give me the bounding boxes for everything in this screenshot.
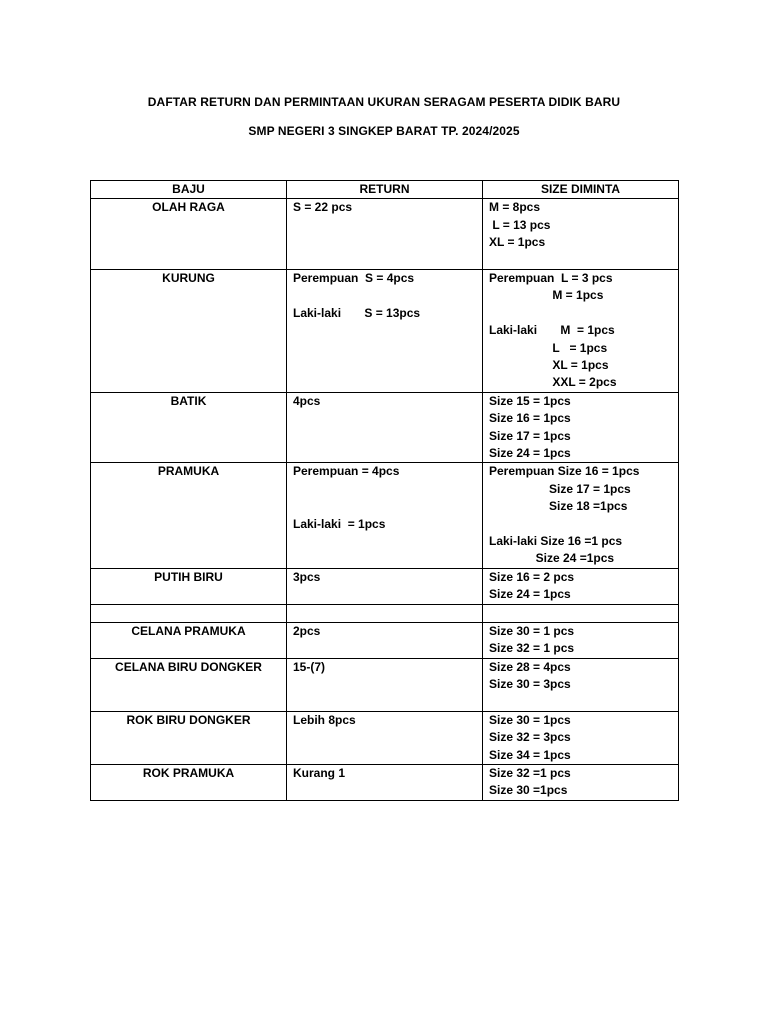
size-cell bbox=[483, 199, 679, 270]
return-line bbox=[293, 533, 476, 550]
size-line: XXL = 2pcs bbox=[489, 375, 617, 390]
size-line: Size 16 = 1pcs bbox=[489, 411, 571, 426]
return-line bbox=[293, 252, 476, 269]
table-header-row bbox=[91, 181, 679, 199]
return-line bbox=[293, 357, 476, 374]
return-cell bbox=[287, 199, 483, 270]
size-line: Size 16 = 2 pcs bbox=[489, 569, 575, 584]
table-row bbox=[91, 270, 679, 393]
return-line bbox=[293, 234, 476, 251]
return-cell bbox=[287, 658, 483, 711]
item-cell: ROK BIRU DONGKER bbox=[91, 711, 287, 764]
size-line: Size 30 = 1 pcs bbox=[489, 623, 575, 638]
size-line: Laki-laki Size 16 =1 pcs bbox=[489, 534, 623, 549]
size-line: Size 32 =1 pcs bbox=[489, 765, 571, 780]
size-line: Size 28 = 4pcs bbox=[489, 659, 571, 674]
size-line bbox=[489, 252, 672, 269]
return-cell bbox=[287, 568, 483, 604]
table-row bbox=[91, 711, 679, 764]
uniform-table bbox=[90, 180, 679, 801]
return-line: Kurang 1 bbox=[293, 765, 346, 780]
size-line: Size 24 =1pcs bbox=[489, 551, 615, 566]
item-cell: OLAH RAGA bbox=[91, 199, 287, 270]
size-line: Size 18 =1pcs bbox=[489, 499, 628, 514]
size-cell bbox=[483, 622, 679, 658]
size-cell bbox=[483, 764, 679, 800]
return-line: 2pcs bbox=[293, 623, 321, 638]
table-row bbox=[91, 568, 679, 604]
table-row bbox=[91, 658, 679, 711]
size-line: Size 17 = 1pcs bbox=[489, 481, 631, 496]
return-line: 4pcs bbox=[293, 393, 321, 408]
size-line: Size 32 = 3pcs bbox=[489, 730, 571, 745]
header-size-diminta: SIZE DIMINTA bbox=[483, 181, 679, 199]
return-line bbox=[293, 287, 476, 304]
spacer-cell bbox=[483, 604, 679, 622]
item-cell: PRAMUKA bbox=[91, 463, 287, 568]
table-row bbox=[91, 764, 679, 800]
table-row bbox=[91, 392, 679, 463]
document-title: DAFTAR RETURN DAN PERMINTAAN UKURAN SERAGAM PESERTA DIDIK BARU bbox=[147, 95, 621, 109]
return-line: Laki-laki S = 13pcs bbox=[293, 305, 421, 320]
size-cell bbox=[483, 270, 679, 393]
table-row bbox=[91, 622, 679, 658]
header-return: RETURN bbox=[287, 181, 483, 199]
return-cell bbox=[287, 764, 483, 800]
return-line: Lebih 8pcs bbox=[293, 712, 356, 727]
size-line: Size 32 = 1 pcs bbox=[489, 641, 575, 656]
size-line: XL = 1pcs bbox=[489, 358, 609, 373]
size-line: Perempuan Size 16 = 1pcs bbox=[489, 464, 640, 479]
size-line: Size 34 = 1pcs bbox=[489, 747, 571, 762]
return-line bbox=[293, 217, 476, 234]
size-line: Size 30 = 3pcs bbox=[489, 676, 571, 691]
size-line: Perempuan L = 3 pcs bbox=[489, 271, 613, 286]
item-cell: PUTIH BIRU bbox=[91, 568, 287, 604]
return-line: S = 22 pcs bbox=[293, 200, 353, 215]
size-line: M = 1pcs bbox=[489, 288, 604, 303]
table-row bbox=[91, 199, 679, 270]
size-line: Size 17 = 1pcs bbox=[489, 428, 571, 443]
size-cell bbox=[483, 658, 679, 711]
return-line bbox=[293, 340, 476, 357]
spacer-cell bbox=[287, 604, 483, 622]
size-line: Size 30 =1pcs bbox=[489, 783, 568, 798]
item-cell: CELANA PRAMUKA bbox=[91, 622, 287, 658]
size-cell bbox=[483, 463, 679, 568]
return-line: Perempuan = 4pcs bbox=[293, 464, 400, 479]
return-line: 3pcs bbox=[293, 569, 321, 584]
return-line bbox=[293, 322, 476, 339]
return-cell bbox=[287, 711, 483, 764]
return-cell bbox=[287, 392, 483, 463]
return-cell bbox=[287, 622, 483, 658]
size-line: L = 13 pcs bbox=[489, 217, 551, 232]
size-line bbox=[489, 693, 672, 710]
spacer-cell bbox=[91, 604, 287, 622]
size-cell bbox=[483, 568, 679, 604]
size-line: M = 8pcs bbox=[489, 200, 541, 215]
item-cell: ROK PRAMUKA bbox=[91, 764, 287, 800]
return-line bbox=[293, 498, 476, 515]
return-line: 15-(7) bbox=[293, 659, 326, 674]
size-line bbox=[489, 516, 672, 533]
size-line: XL = 1pcs bbox=[489, 235, 546, 250]
size-line: Size 24 = 1pcs bbox=[489, 446, 571, 461]
size-cell bbox=[483, 711, 679, 764]
return-line: Perempuan S = 4pcs bbox=[293, 271, 415, 286]
table-row bbox=[91, 463, 679, 568]
item-cell: KURUNG bbox=[91, 270, 287, 393]
header-baju: BAJU bbox=[91, 181, 287, 199]
size-line: Size 30 = 1pcs bbox=[489, 712, 571, 727]
return-line bbox=[293, 481, 476, 498]
document-subtitle: SMP NEGERI 3 SINGKEP BARAT TP. 2024/2025 bbox=[248, 124, 520, 138]
return-cell bbox=[287, 463, 483, 568]
return-cell bbox=[287, 270, 483, 393]
size-cell bbox=[483, 392, 679, 463]
spacer-row bbox=[91, 604, 679, 622]
item-cell: BATIK bbox=[91, 392, 287, 463]
size-line: Size 24 = 1pcs bbox=[489, 587, 571, 602]
size-line bbox=[489, 305, 672, 322]
size-line: Laki-laki M = 1pcs bbox=[489, 323, 615, 338]
return-line: Laki-laki = 1pcs bbox=[293, 516, 386, 531]
item-cell: CELANA BIRU DONGKER bbox=[91, 658, 287, 711]
size-line: L = 1pcs bbox=[489, 340, 608, 355]
size-line: Size 15 = 1pcs bbox=[489, 393, 571, 408]
